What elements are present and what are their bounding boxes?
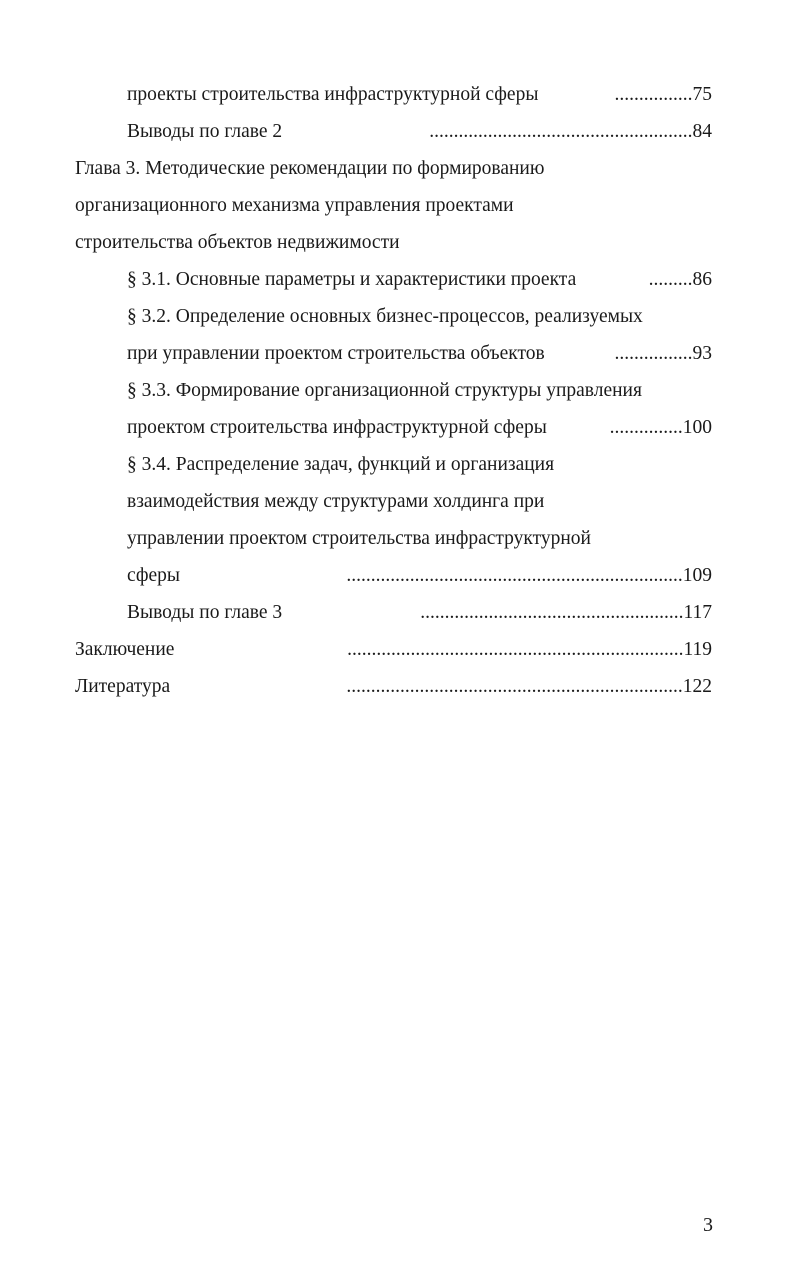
toc-entry-text: взаимодействия между структурами холдинга при	[127, 491, 545, 512]
toc-entry-text: Литература	[75, 676, 171, 697]
toc-entry-text: Выводы по главе 3	[127, 602, 283, 623]
toc-chapter-heading: Глава 3. Методические рекомендации по формированию	[75, 158, 545, 179]
toc-entry-dots-page: .........86	[648, 269, 712, 290]
toc-entry-text: § 3.1. Основные параметры и характеристики проекта	[127, 269, 577, 290]
toc-entry-text: Заключение	[75, 639, 175, 660]
toc-entry-dots-page: .....................................................................119	[347, 639, 712, 660]
toc-entry-text: сферы	[127, 565, 181, 586]
toc-entry-text: § 3.3. Формирование организационной структуры управления	[127, 380, 642, 401]
toc-entry-text: при управлении проектом строительства объектов	[127, 343, 545, 364]
toc-entry-text: проекты строительства инфраструктурной сферы	[127, 84, 539, 105]
toc-entry-dots-page: ................75	[614, 84, 712, 105]
toc-entry-text: проектом строительства инфраструктурной сферы	[127, 417, 547, 438]
toc-entry-dots-page: .....................................................................122	[346, 676, 712, 697]
toc-chapter-heading: организационного механизма управления проектами	[75, 195, 514, 216]
toc-entry-text: Выводы по главе 2	[127, 121, 283, 142]
toc-entry-dots-page: .....................................................................109	[346, 565, 712, 586]
toc-entry-dots-page: ................93	[614, 343, 712, 364]
toc-entry-dots-page: ......................................................84	[429, 121, 712, 142]
page-number: 3	[703, 1214, 713, 1236]
toc-entry-text: § 3.2. Определение основных бизнес-процессов, реализуемых	[127, 306, 643, 327]
toc-entry-dots-page: ...............100	[609, 417, 712, 438]
toc-entry-text: управлении проектом строительства инфраструктурной	[127, 528, 591, 549]
toc-chapter-heading: строительства объектов недвижимости	[75, 232, 400, 253]
toc-entry-dots-page: ......................................................117	[420, 602, 712, 623]
toc-entry-text: § 3.4. Распределение задач, функций и организация	[127, 454, 555, 475]
